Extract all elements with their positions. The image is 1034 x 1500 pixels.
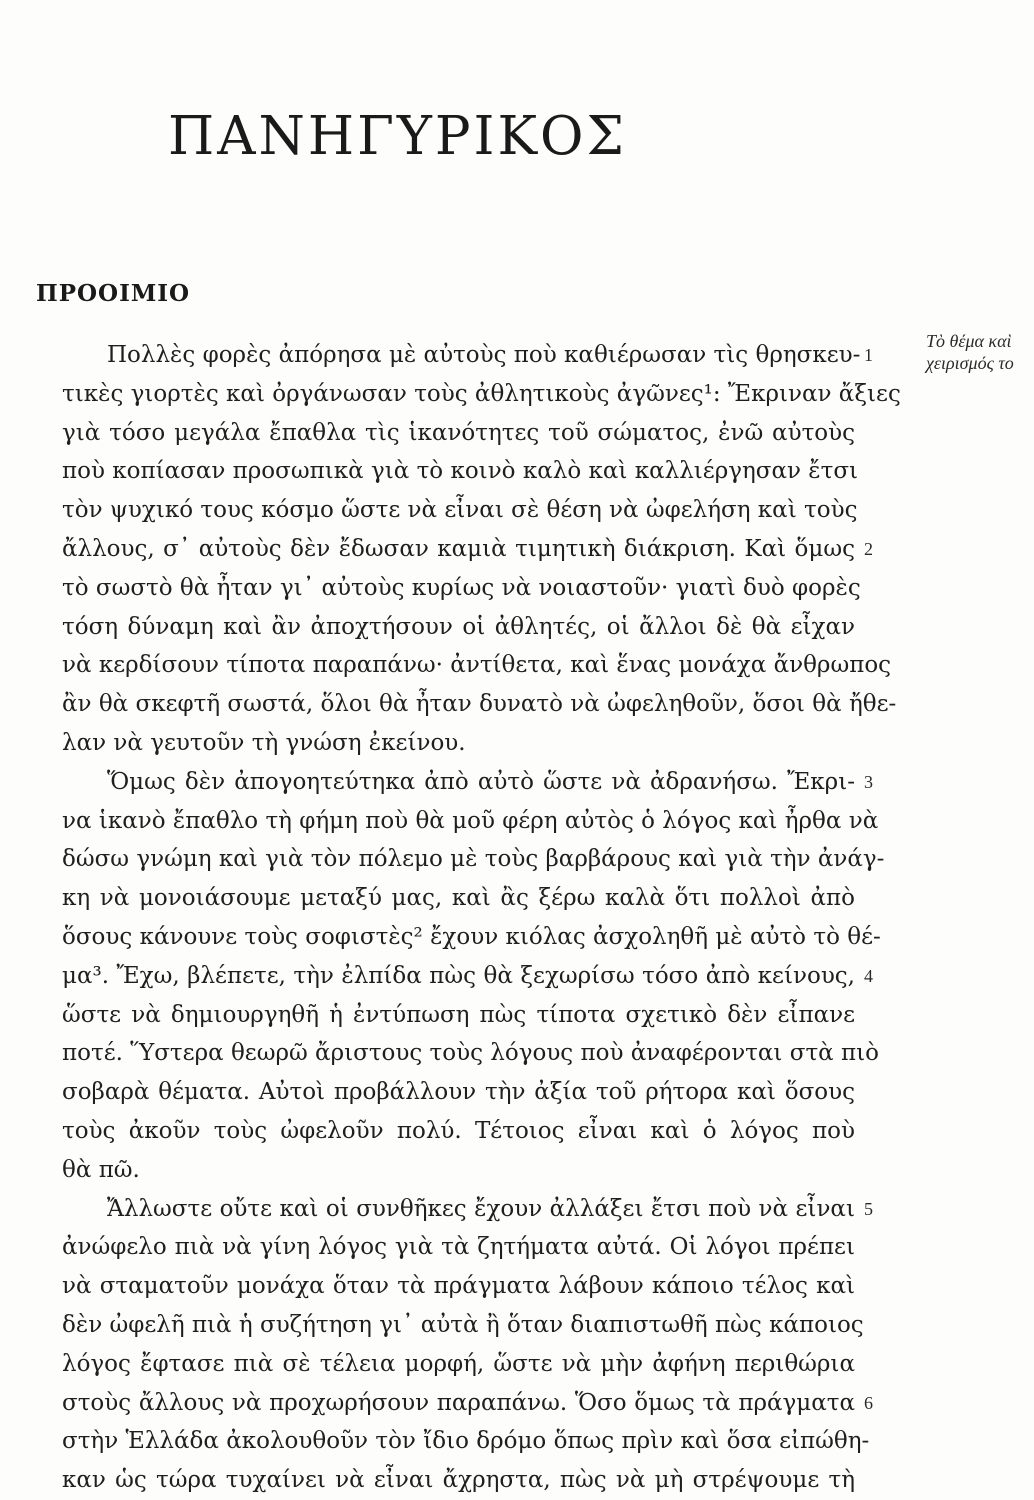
text-line: στὴν Ἑλλάδα ἀκολουθοῦν τὸν ἴδιο δρόμο ὅπως πρὶν καὶ ὅσα εἰπώθη- (62, 1428, 870, 1455)
text-line: ἀνώφελο πιὰ νὰ γίνη λόγος γιὰ τὰ ζητήματα αὐτά. Οἱ λόγοι πρέπει (62, 1234, 855, 1261)
section-heading: ΠΡΟΟΙΜΙΟ (36, 280, 191, 307)
text-line: ὅσους κάνουνε τοὺς σοφιστὲς² ἔχουν κιόλας ἀσχοληθῆ μὲ αὐτὸ τὸ θέ- (62, 924, 881, 950)
text-line: Ὅμως δὲν ἀπογοητεύτηκα ἀπὸ αὐτὸ ὥστε νὰ ἀδρανήσω. Ἔκρι- (107, 768, 855, 795)
text-line: τόση δύναμη καὶ ἂν ἀποχτήσουν οἱ ἀθλητές, οἱ ἄλλοι δὲ θὰ εἶχαν (62, 613, 855, 640)
paragraph-number: 4 (864, 965, 873, 986)
margin-note-line: Τὸ θέμα καὶ (926, 331, 1012, 351)
paragraph-number: 2 (864, 539, 873, 559)
text-line: τὸν ψυχικό τους κόσμο ὥστε νὰ εἶναι σὲ θέση νὰ ὠφελήση καὶ τοὺς (62, 497, 858, 524)
paragraph-number: 5 (864, 1198, 873, 1219)
text-line: νὰ σταματοῦν μονάχα ὅταν τὰ πράγματα λάβουν κάποιο τέλος καὶ (62, 1273, 855, 1300)
page-title: ΠΑΝΗΓΥΡΙΚΟΣ (168, 106, 627, 167)
text-line: ὥστε νὰ δημιουργηθῆ ἡ ἐντύπωση πὼς τίποτα σχετικὸ δὲν εἶπανε (62, 1001, 855, 1028)
paragraph-number: 1 (864, 345, 873, 365)
paragraph-number: 3 (864, 771, 873, 792)
text-line: θὰ πῶ. (62, 1156, 140, 1183)
text-line: λαν νὰ γευτοῦν τὴ γνώση ἐκείνου. (62, 730, 466, 756)
text-line: ἂν θὰ σκεφτῆ σωστά, ὅλοι θὰ ἦταν δυνατὸ νὰ ὠφεληθοῦν, ὅσοι θὰ ἤθε- (62, 691, 897, 718)
text-line: γιὰ τόσο μεγάλα ἔπαθλα τὶς ἱκανότητες τοῦ σώματος, ἐνῶ αὐτοὺς (62, 419, 855, 446)
text-line: τοὺς ἀκοῦν τοὺς ὠφελοῦν πολύ. Τέτοιος εἶναι καὶ ὁ λόγος ποὺ (62, 1118, 855, 1144)
text-line: τὸ σωστὸ θὰ ἦταν γι᾽ αὐτοὺς κυρίως νὰ νοιαστοῦν· γιατὶ δυὸ φορὲς (62, 574, 861, 601)
text-line: δὲν ὠφελῆ πιὰ ἡ συζήτηση γι᾽ αὐτὰ ἢ ὅταν διαπιστωθῆ πὼς κάποιος (62, 1312, 864, 1338)
text-line: σοβαρὰ θέματα. Αὐτοὶ προβάλλουν τὴν ἀξία τοῦ ρήτορα καὶ ὅσους (62, 1079, 855, 1106)
text-line: να ἱκανὸ ἔπαθλο τὴ φήμη ποὺ θὰ μοῦ φέρη αὐτὸς ὁ λόγος καὶ ἦρθα νὰ (62, 807, 879, 834)
text-line: ποὺ κοπίασαν προσωπικὰ γιὰ τὸ κοινὸ καλὸ καὶ καλλιέργησαν ἔτσι (62, 458, 859, 485)
margin-note-line: χειρισμός το (926, 353, 1014, 373)
text-line: μα³. Ἔχω, βλέπετε, τὴν ἐλπίδα πὼς θὰ ξεχωρίσω τόσο ἀπὸ κείνους, (62, 962, 855, 989)
text-line: ποτέ. Ὕστερα θεωρῶ ἄριστους τοὺς λόγους ποὺ ἀναφέρονται στὰ πιὸ (62, 1040, 880, 1067)
text-line: δώσω γνώμη καὶ γιὰ τὸν πόλεμο μὲ τοὺς βαρβάρους καὶ γιὰ τὴν ἀνάγ- (62, 846, 885, 873)
text-line: ἄλλους, σ᾽ αὐτοὺς δὲν ἔδωσαν καμιὰ τιμητικὴ διάκριση. Καὶ ὅμως (62, 536, 855, 562)
text-line: νὰ κερδίσουν τίποτα παραπάνω· ἀντίθετα, καὶ ἕνας μονάχα ἄνθρωπος (62, 652, 892, 679)
text-line: κη νὰ μονοιάσουμε μεταξύ μας, καὶ ἂς ξέρω καλὰ ὅτι πολλοὶ ἀπὸ (62, 885, 855, 912)
text-line: καν ὡς τώρα τυχαίνει νὰ εἶναι ἄχρηστα, πὼς νὰ μὴ στρέψουμε τὴ (62, 1467, 855, 1494)
text-line: Πολλὲς φορὲς ἀπόρησα μὲ αὐτοὺς ποὺ καθιέρωσαν τὶς θρησκευ- (107, 342, 861, 368)
text-line: τικὲς γιορτὲς καὶ ὀργάνωσαν τοὺς ἀθλητικοὺς ἀγῶνες¹: Ἔκριναν ἄξιες (62, 380, 901, 407)
paragraph-number: 6 (864, 1392, 873, 1413)
text-line: Ἄλλωστε οὔτε καὶ οἱ συνθῆκες ἔχουν ἀλλάξει ἔτσι ποὺ νὰ εἶναι (107, 1195, 855, 1222)
text-line: στοὺς ἄλλους νὰ προχωρήσουν παραπάνω. Ὅσο ὅμως τὰ πράγματα (62, 1389, 855, 1416)
margin-note (926, 330, 1014, 374)
text-line: λόγος ἔφτασε πιὰ σὲ τέλεια μορφή, ὥστε νὰ μὴν ἀφήνη περιθώρια (62, 1350, 855, 1377)
